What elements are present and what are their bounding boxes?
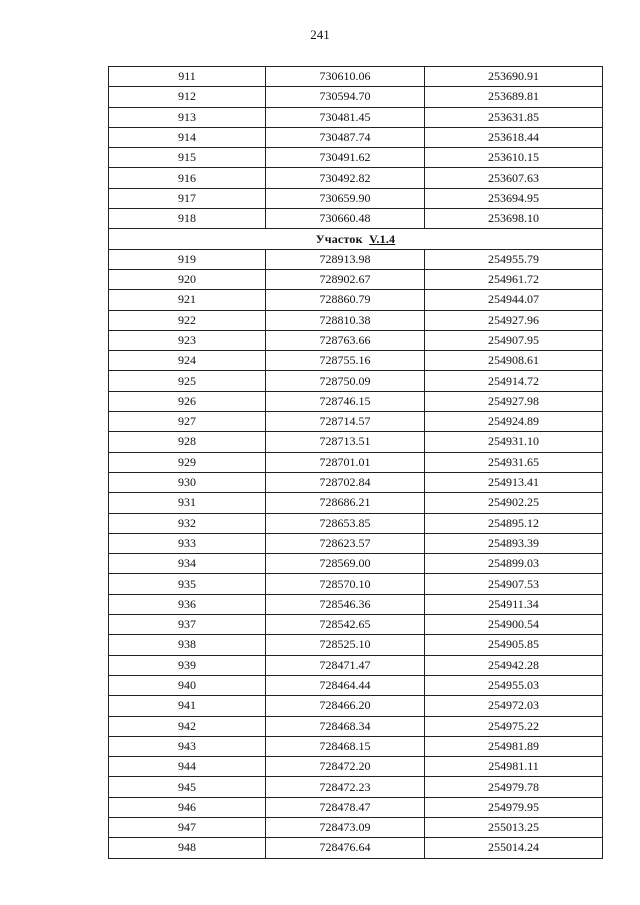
point-number-cell: 942 <box>109 716 266 736</box>
y-coordinate-cell: 255013.25 <box>425 817 603 837</box>
point-number-cell: 926 <box>109 391 266 411</box>
x-coordinate-cell: 728472.20 <box>266 757 425 777</box>
x-coordinate-cell: 728473.09 <box>266 817 425 837</box>
x-coordinate-cell: 728468.34 <box>266 716 425 736</box>
table-row <box>109 87 603 107</box>
point-number-cell: 918 <box>109 209 266 229</box>
x-coordinate-cell: 728542.65 <box>266 615 425 635</box>
table-row <box>109 330 603 350</box>
x-coordinate-cell: 728466.20 <box>266 696 425 716</box>
y-coordinate-cell: 253698.10 <box>425 209 603 229</box>
coordinates-table <box>108 66 603 859</box>
x-coordinate-cell: 730487.74 <box>266 127 425 147</box>
table-row <box>109 188 603 208</box>
x-coordinate-cell: 728701.01 <box>266 452 425 472</box>
table-row <box>109 817 603 837</box>
point-number-cell: 933 <box>109 533 266 553</box>
point-number-cell: 911 <box>109 67 266 87</box>
y-coordinate-cell: 254900.54 <box>425 615 603 635</box>
y-coordinate-cell: 254979.95 <box>425 797 603 817</box>
section-header-row <box>109 229 603 249</box>
table-row <box>109 127 603 147</box>
y-coordinate-cell: 254931.65 <box>425 452 603 472</box>
y-coordinate-cell: 254911.34 <box>425 594 603 614</box>
point-number-cell: 946 <box>109 797 266 817</box>
table-row <box>109 371 603 391</box>
x-coordinate-cell: 728546.36 <box>266 594 425 614</box>
table-row <box>109 209 603 229</box>
point-number-cell: 917 <box>109 188 266 208</box>
point-number-cell: 914 <box>109 127 266 147</box>
x-coordinate-cell: 728623.57 <box>266 533 425 553</box>
y-coordinate-cell: 253610.15 <box>425 148 603 168</box>
point-number-cell: 939 <box>109 655 266 675</box>
section-header-cell <box>109 229 603 249</box>
point-number-cell: 931 <box>109 493 266 513</box>
x-coordinate-cell: 728569.00 <box>266 554 425 574</box>
table-row <box>109 290 603 310</box>
x-coordinate-cell: 728810.38 <box>266 310 425 330</box>
table-body-before <box>109 67 603 229</box>
table-row <box>109 269 603 289</box>
x-coordinate-cell: 730594.70 <box>266 87 425 107</box>
point-number-cell: 947 <box>109 817 266 837</box>
point-number-cell: 913 <box>109 107 266 127</box>
x-coordinate-cell: 728702.84 <box>266 472 425 492</box>
y-coordinate-cell: 254893.39 <box>425 533 603 553</box>
y-coordinate-cell: 254924.89 <box>425 412 603 432</box>
x-coordinate-cell: 728525.10 <box>266 635 425 655</box>
x-coordinate-cell: 728478.47 <box>266 797 425 817</box>
y-coordinate-cell: 254899.03 <box>425 554 603 574</box>
point-number-cell: 920 <box>109 269 266 289</box>
x-coordinate-cell: 730659.90 <box>266 188 425 208</box>
table-row <box>109 757 603 777</box>
table-row <box>109 635 603 655</box>
x-coordinate-cell: 728746.15 <box>266 391 425 411</box>
point-number-cell: 925 <box>109 371 266 391</box>
table-row <box>109 310 603 330</box>
point-number-cell: 912 <box>109 87 266 107</box>
y-coordinate-cell: 255014.24 <box>425 838 603 858</box>
x-coordinate-cell: 728471.47 <box>266 655 425 675</box>
table-row <box>109 736 603 756</box>
x-coordinate-cell: 728902.67 <box>266 269 425 289</box>
table-row <box>109 432 603 452</box>
x-coordinate-cell: 728714.57 <box>266 412 425 432</box>
x-coordinate-cell: 728686.21 <box>266 493 425 513</box>
x-coordinate-cell: 730610.06 <box>266 67 425 87</box>
point-number-cell: 948 <box>109 838 266 858</box>
table-row <box>109 838 603 858</box>
table-row <box>109 554 603 574</box>
point-number-cell: 938 <box>109 635 266 655</box>
x-coordinate-cell: 728464.44 <box>266 675 425 695</box>
point-number-cell: 927 <box>109 412 266 432</box>
point-number-cell: 943 <box>109 736 266 756</box>
point-number-cell: 928 <box>109 432 266 452</box>
x-coordinate-cell: 728755.16 <box>266 351 425 371</box>
table-row <box>109 675 603 695</box>
section-code: V.1.4 <box>369 231 396 246</box>
table-row <box>109 391 603 411</box>
table-row <box>109 493 603 513</box>
point-number-cell: 921 <box>109 290 266 310</box>
y-coordinate-cell: 254931.10 <box>425 432 603 452</box>
table-row <box>109 716 603 736</box>
point-number-cell: 944 <box>109 757 266 777</box>
point-number-cell: 940 <box>109 675 266 695</box>
table-row <box>109 107 603 127</box>
x-coordinate-cell: 730660.48 <box>266 209 425 229</box>
x-coordinate-cell: 728913.98 <box>266 249 425 269</box>
table-row <box>109 797 603 817</box>
table-row <box>109 655 603 675</box>
y-coordinate-cell: 254907.95 <box>425 330 603 350</box>
y-coordinate-cell: 253631.85 <box>425 107 603 127</box>
y-coordinate-cell: 254895.12 <box>425 513 603 533</box>
point-number-cell: 945 <box>109 777 266 797</box>
x-coordinate-cell: 728713.51 <box>266 432 425 452</box>
point-number-cell: 922 <box>109 310 266 330</box>
point-number-cell: 916 <box>109 168 266 188</box>
y-coordinate-cell: 254907.53 <box>425 574 603 594</box>
y-coordinate-cell: 253618.44 <box>425 127 603 147</box>
y-coordinate-cell: 254979.78 <box>425 777 603 797</box>
y-coordinate-cell: 253607.63 <box>425 168 603 188</box>
point-number-cell: 937 <box>109 615 266 635</box>
y-coordinate-cell: 253690.91 <box>425 67 603 87</box>
y-coordinate-cell: 254972.03 <box>425 696 603 716</box>
table-row <box>109 168 603 188</box>
table-row <box>109 777 603 797</box>
table-row <box>109 574 603 594</box>
x-coordinate-cell: 728750.09 <box>266 371 425 391</box>
y-coordinate-cell: 254944.07 <box>425 290 603 310</box>
point-number-cell: 934 <box>109 554 266 574</box>
x-coordinate-cell: 730491.62 <box>266 148 425 168</box>
x-coordinate-cell: 728468.15 <box>266 736 425 756</box>
table-body-after <box>109 249 603 858</box>
point-number-cell: 936 <box>109 594 266 614</box>
y-coordinate-cell: 254905.85 <box>425 635 603 655</box>
x-coordinate-cell: 728476.64 <box>266 838 425 858</box>
table-row <box>109 67 603 87</box>
y-coordinate-cell: 254927.96 <box>425 310 603 330</box>
page-number: 241 <box>310 27 330 42</box>
y-coordinate-cell: 254955.79 <box>425 249 603 269</box>
point-number-cell: 915 <box>109 148 266 168</box>
table-row <box>109 249 603 269</box>
table-row <box>109 351 603 371</box>
y-coordinate-cell: 254961.72 <box>425 269 603 289</box>
y-coordinate-cell: 253694.95 <box>425 188 603 208</box>
point-number-cell: 930 <box>109 472 266 492</box>
table-row <box>109 594 603 614</box>
section-label: Участок <box>315 231 363 246</box>
point-number-cell: 929 <box>109 452 266 472</box>
point-number-cell: 924 <box>109 351 266 371</box>
x-coordinate-cell: 730481.45 <box>266 107 425 127</box>
point-number-cell: 923 <box>109 330 266 350</box>
y-coordinate-cell: 254955.03 <box>425 675 603 695</box>
point-number-cell: 935 <box>109 574 266 594</box>
y-coordinate-cell: 254914.72 <box>425 371 603 391</box>
x-coordinate-cell: 728570.10 <box>266 574 425 594</box>
y-coordinate-cell: 254942.28 <box>425 655 603 675</box>
y-coordinate-cell: 254913.41 <box>425 472 603 492</box>
y-coordinate-cell: 254927.98 <box>425 391 603 411</box>
table-row <box>109 148 603 168</box>
section-header-body <box>109 229 603 249</box>
y-coordinate-cell: 254908.61 <box>425 351 603 371</box>
y-coordinate-cell: 254902.25 <box>425 493 603 513</box>
table-row <box>109 513 603 533</box>
x-coordinate-cell: 728472.23 <box>266 777 425 797</box>
table-row <box>109 533 603 553</box>
table-row <box>109 615 603 635</box>
point-number-cell: 941 <box>109 696 266 716</box>
x-coordinate-cell: 728763.66 <box>266 330 425 350</box>
x-coordinate-cell: 728860.79 <box>266 290 425 310</box>
table-row <box>109 452 603 472</box>
x-coordinate-cell: 728653.85 <box>266 513 425 533</box>
y-coordinate-cell: 254981.89 <box>425 736 603 756</box>
x-coordinate-cell: 730492.82 <box>266 168 425 188</box>
point-number-cell: 919 <box>109 249 266 269</box>
table-row <box>109 696 603 716</box>
y-coordinate-cell: 253689.81 <box>425 87 603 107</box>
y-coordinate-cell: 254975.22 <box>425 716 603 736</box>
point-number-cell: 932 <box>109 513 266 533</box>
y-coordinate-cell: 254981.11 <box>425 757 603 777</box>
table-row <box>109 472 603 492</box>
table-row <box>109 412 603 432</box>
